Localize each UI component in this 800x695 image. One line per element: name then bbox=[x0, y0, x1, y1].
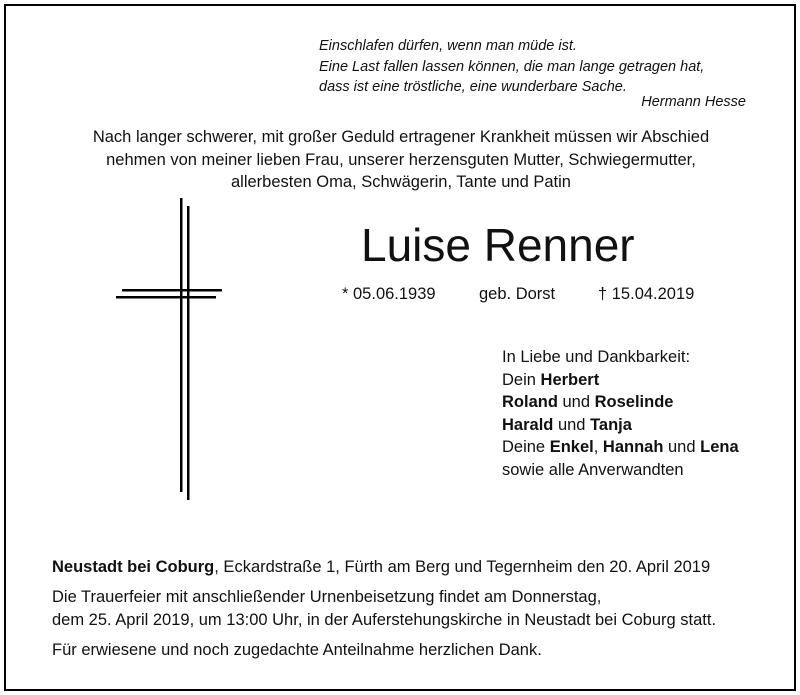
funeral-line: Die Trauerfeier mit anschließender Urnenbeisetzung findet am Donnerstag, bbox=[52, 588, 602, 606]
mourner-name: Hannah bbox=[602, 438, 664, 456]
poem-quote bbox=[319, 36, 704, 98]
birth-date: * 05.06.1939 bbox=[342, 285, 436, 303]
mourner-join: und bbox=[553, 415, 591, 434]
obituary-card bbox=[4, 4, 796, 691]
deceased-name: Luise Renner bbox=[361, 219, 635, 271]
mourner-join: und bbox=[663, 438, 701, 456]
mourner-prefix: Deine bbox=[502, 438, 550, 456]
intro-text bbox=[36, 126, 766, 194]
place-date-line bbox=[52, 558, 710, 577]
intro-line: nehmen von meiner lieben Frau, unserer herzensguten Mutter, Schwiegermutter, bbox=[106, 150, 696, 169]
mourner-name: Lena bbox=[700, 438, 739, 456]
place-rest: , Eckardstraße 1, Fürth am Berg und Tegernheim den 20. April 2019 bbox=[214, 558, 711, 576]
mourner-join: , bbox=[593, 438, 603, 456]
mourner-line bbox=[502, 436, 739, 459]
place-city: Neustadt bei Coburg bbox=[52, 558, 215, 576]
mourner-name: Roselinde bbox=[594, 393, 674, 411]
mourner-line bbox=[502, 369, 739, 392]
life-dates bbox=[342, 285, 722, 307]
mourners-closing: sowie alle Anverwandten bbox=[502, 460, 684, 479]
thanks-line: Für erwiesene und noch zugedachte Anteilnahme herzlichen Dank. bbox=[52, 641, 542, 659]
mourner-line bbox=[502, 414, 739, 437]
mourner-line bbox=[502, 391, 739, 414]
mourner-prefix: Dein bbox=[502, 370, 541, 389]
mourners-intro: In Liebe und Dankbarkeit: bbox=[502, 348, 691, 366]
mourner-name: Herbert bbox=[540, 370, 600, 389]
intro-line: Nach langer schwerer, mit großer Geduld ertragener Krankheit müssen wir Abschied bbox=[92, 128, 710, 146]
mourner-name: Enkel bbox=[549, 438, 594, 456]
poem-line: Einschlafen dürfen, wenn man müde ist. bbox=[319, 38, 577, 54]
mourner-join: und bbox=[557, 393, 595, 411]
latin-cross-icon bbox=[116, 196, 226, 506]
mourner-name: Tanja bbox=[590, 415, 632, 434]
poem-line: Eine Last fallen lassen können, die man lange getragen hat, bbox=[319, 58, 705, 75]
mourners-list bbox=[502, 346, 739, 481]
poem-author: Hermann Hesse bbox=[641, 94, 746, 110]
mourner-name: Harald bbox=[502, 415, 554, 434]
death-date: † 15.04.2019 bbox=[598, 285, 695, 303]
poem-line: dass ist eine tröstliche, eine wunderbare Sache. bbox=[319, 79, 627, 95]
funeral-notice bbox=[52, 586, 716, 631]
intro-line: allerbesten Oma, Schwägerin, Tante und Patin bbox=[231, 173, 571, 191]
maiden-name: geb. Dorst bbox=[479, 285, 556, 303]
funeral-line: dem 25. April 2019, um 13:00 Uhr, in der Auferstehungskirche in Neustadt bei Coburg statt. bbox=[52, 610, 717, 629]
mourner-name: Roland bbox=[502, 393, 558, 411]
